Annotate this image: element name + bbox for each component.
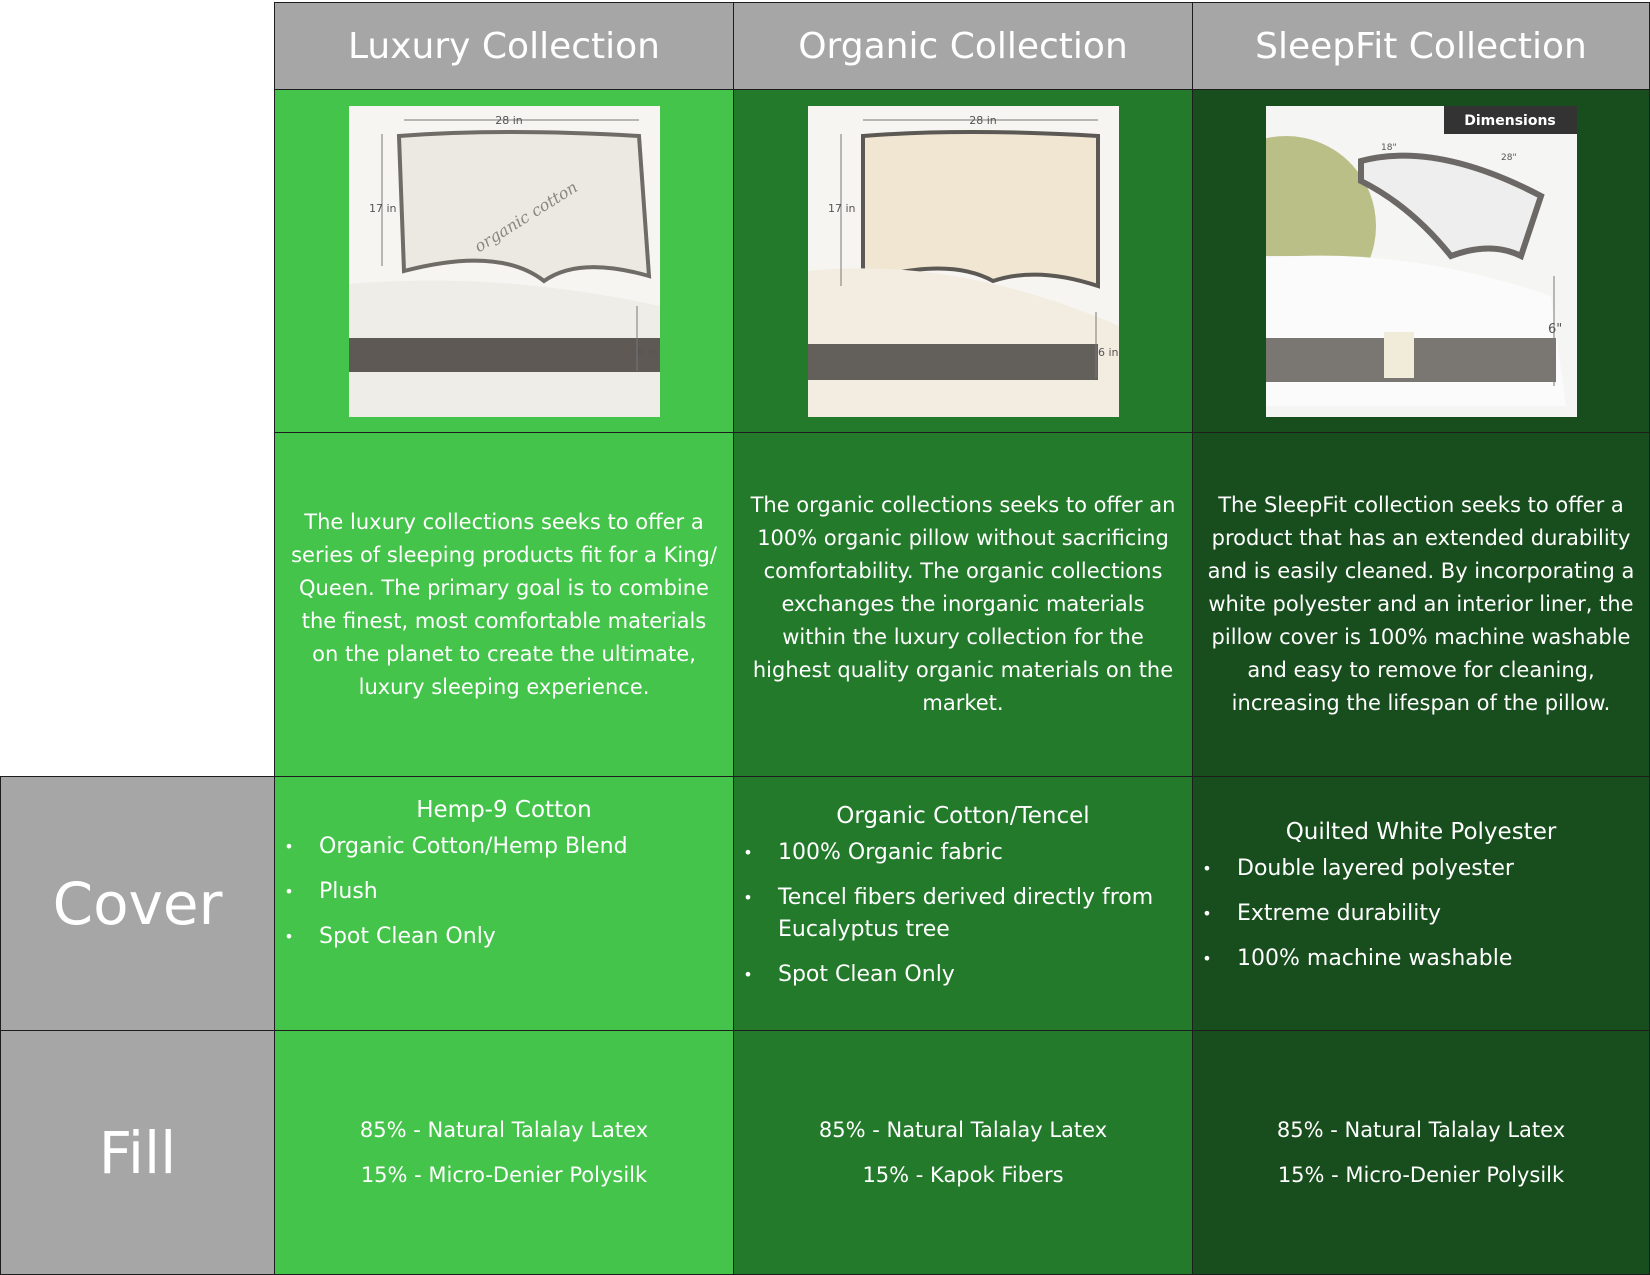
header-sleepfit: SleepFit Collection [1192,2,1650,90]
list-item [740,837,1186,869]
list-item-text: Organic Cotton/Hemp Blend [319,834,628,859]
image-cell-organic [733,89,1193,433]
luxury-script-text: organic cotton [470,176,581,256]
image-cell-sleepfit [1192,89,1650,433]
description-organic [733,432,1193,777]
fill-line: 85% - Natural Talalay Latex [359,1117,649,1142]
list-item-text: Tencel fibers derived directly from Eucalyptus tree [778,885,1154,942]
description-luxury [274,432,734,777]
bullet-icon: • [743,843,753,862]
list-item-text: 100% machine washable [1237,946,1513,971]
luxury-pillow-image [349,106,660,417]
organic-width-label: 28 in [968,113,997,127]
row-label-cover: Cover [0,776,275,1031]
sleepfit-dim-b: 28" [1500,152,1517,163]
list-item-text: Spot Clean Only [319,924,496,949]
fill-line: 15% - Kapok Fibers [862,1162,1064,1187]
list-item [1199,853,1643,885]
fill-organic [733,1030,1193,1275]
list-item [1199,898,1643,930]
cover-organic [733,776,1193,1031]
sleepfit-dim-a: 18" [1380,142,1397,153]
cover-luxury-title: Hemp-9 Cotton [416,797,592,823]
cover-luxury-list [281,831,727,953]
bullet-icon: • [284,882,294,901]
fill-line: 85% - Natural Talalay Latex [818,1117,1108,1142]
sleepfit-pillow-image [1266,106,1577,417]
bullet-icon: • [743,965,753,984]
list-item-text: Double layered polyester [1237,856,1514,881]
description-organic-text: The organic collections seeks to offer an 100% organic pillow without sacrificing comfortability. The organic collections exchanges the inorganic materials within the luxury collection for the highest quality organic materials on the market. [750,493,1176,715]
fill-line: 15% - Micro-Denier Polysilk [1277,1162,1565,1187]
fill-sleepfit [1192,1030,1650,1275]
header-luxury: Luxury Collection [274,2,734,90]
luxury-height-label: 17 in [368,201,397,215]
list-item-text: Spot Clean Only [778,962,955,987]
header-organic: Organic Collection [733,2,1193,90]
bullet-icon: • [1202,949,1212,968]
list-item-text: Extreme durability [1237,901,1441,926]
image-cell-luxury [274,89,734,433]
bullet-icon: • [284,837,294,856]
fill-luxury [274,1030,734,1275]
cover-organic-list [740,837,1186,991]
description-sleepfit [1192,432,1650,777]
cover-luxury [274,776,734,1031]
bullet-icon: • [284,927,294,946]
luxury-side-label: 6 in [636,345,658,359]
fill-line: 85% - Natural Talalay Latex [1276,1117,1566,1142]
list-item [740,959,1186,991]
description-luxury-text: The luxury collections seeks to offer a series of sleeping products fit for a King/ Queen. The primary goal is to combine the finest, most comfortable materials on the planet to create the ultimate, luxury sleeping experience. [291,509,717,699]
list-item [1199,943,1643,975]
cover-sleepfit-list [1199,853,1643,975]
organic-pillow-image [808,106,1119,417]
dimensions-badge: Dimensions [1463,112,1556,129]
list-item [281,876,727,908]
row-label-fill: Fill [0,1030,275,1275]
cover-organic-title: Organic Cotton/Tencel [836,803,1090,829]
organic-height-label: 17 in [827,201,856,215]
cover-sleepfit [1192,776,1650,1031]
bullet-icon: • [1202,859,1212,878]
luxury-width-label: 28 in [494,113,523,127]
bullet-icon: • [1202,904,1212,923]
list-item [281,831,727,863]
list-item-text: 100% Organic fabric [778,840,1003,865]
list-item [281,921,727,953]
fill-line: 15% - Micro-Denier Polysilk [360,1162,648,1187]
cover-sleepfit-title: Quilted White Polyester [1285,819,1557,845]
organic-side-label: 6 in [1097,345,1119,359]
sleepfit-side-label: 6" [1547,321,1562,337]
bullet-icon: • [743,888,753,907]
list-item-text: Plush [319,879,378,904]
list-item [740,882,1186,946]
description-sleepfit-text: The SleepFit collection seeks to offer a product that has an extended durability and is easily cleaned. By incorporating a white polyester and an interior liner, the pillow cover is 100% machine washable and easy to remove for cleaning, increasing the lifespan of the pillow. [1207,493,1635,715]
